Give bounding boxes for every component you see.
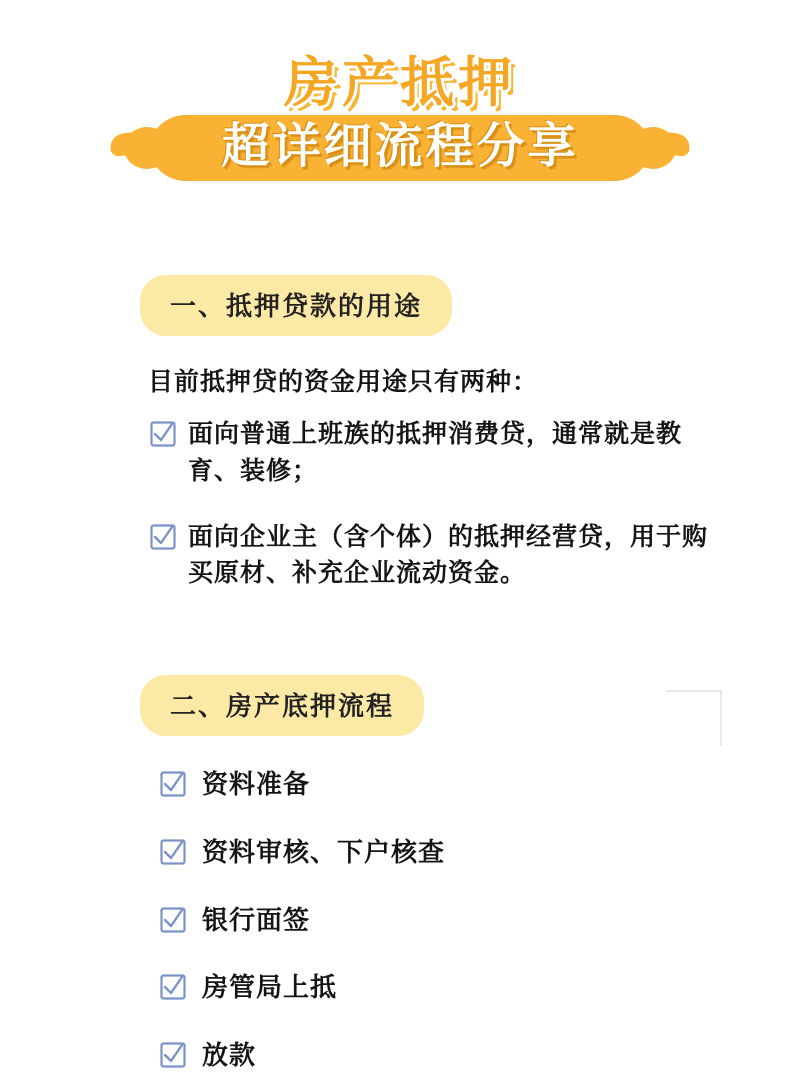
title-banner — [0, 107, 800, 197]
list-item-label: 面向普通上班族的抵押消费贷，通常就是教育、装修； — [188, 420, 683, 485]
list-item — [150, 416, 710, 489]
checkbox-checked-icon — [160, 839, 186, 865]
checkbox-checked-icon — [150, 524, 176, 550]
list-item-label: 放款 — [202, 1040, 257, 1071]
list-item — [160, 902, 720, 940]
list-item-label: 资料准备 — [202, 769, 311, 800]
list-item-label: 资料审核、下户核查 — [202, 837, 446, 868]
section-loan-purpose — [0, 197, 800, 591]
list-item — [160, 969, 720, 1007]
checkbox-checked-icon — [150, 421, 176, 447]
list-item-label: 房管局上抵 — [202, 972, 338, 1003]
list-item — [150, 519, 710, 592]
page-header — [0, 0, 800, 197]
section-heading: 一、抵押贷款的用途 — [140, 275, 452, 336]
list-item-label: 银行面签 — [202, 904, 311, 935]
list-item — [160, 834, 720, 872]
section-heading: 二、房产底押流程 — [140, 675, 424, 736]
checkbox-checked-icon — [160, 771, 186, 797]
checkbox-checked-icon — [160, 907, 186, 933]
page-title-line-1: 房产抵押 — [284, 53, 516, 113]
section-mortgage-process — [0, 591, 800, 1074]
list-item-label: 面向企业主（含个体）的抵押经营贷，用于购买原材、补充企业流动资金。 — [188, 522, 709, 588]
section-lead-text: 目前抵押贷的资金用途只有两种： — [148, 368, 539, 397]
process-list — [0, 766, 800, 1074]
purpose-list — [0, 416, 800, 591]
list-item — [160, 766, 720, 804]
page-content — [0, 197, 800, 1074]
checkbox-checked-icon — [160, 1042, 186, 1068]
list-item — [160, 1037, 720, 1075]
decorative-corner-mark — [666, 690, 722, 746]
page-title-line-2: 超详细流程分享 — [221, 120, 579, 174]
checkbox-checked-icon — [160, 974, 186, 1000]
